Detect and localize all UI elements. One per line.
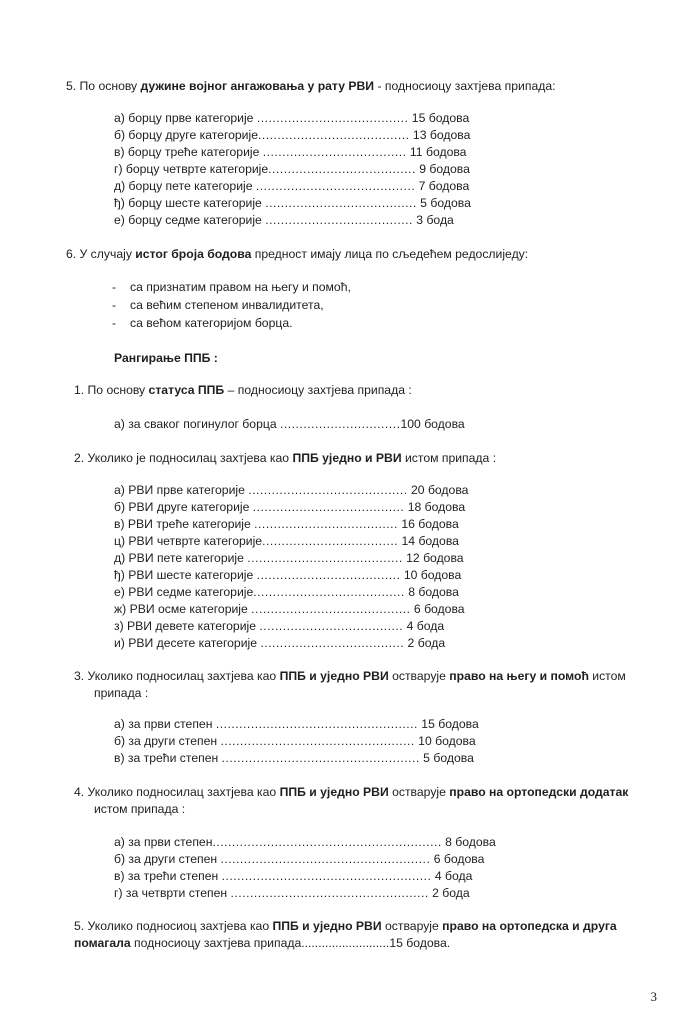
item-label: ђ) борцу шесте категорије <box>114 196 266 210</box>
dot-leader: .......................... <box>301 936 390 950</box>
ranking-4-heading <box>74 786 628 798</box>
heading-continuation: истом припада : <box>94 802 186 816</box>
list-item <box>114 620 444 632</box>
dot-leader: ...................................... <box>265 213 413 227</box>
dot-leader: ........................................ <box>247 551 403 565</box>
item-label: ц) РВИ четврте категорије <box>114 534 263 548</box>
bullet-item: - са већом категоријом борца. <box>112 316 293 330</box>
heading-bold-text: ППБ и уједно РВИ <box>279 785 389 799</box>
item-label: з) РВИ девете категорије <box>114 619 260 633</box>
dot-leader: ..................................... <box>259 619 404 633</box>
item-label: е) РВИ седме категорије <box>114 585 254 599</box>
heading-text: остварује <box>381 919 443 933</box>
heading-bold-text: право на његу и помоћ <box>449 669 589 683</box>
list-item <box>114 870 472 882</box>
item-points: 20 бодова <box>407 483 469 497</box>
list-item <box>114 586 459 598</box>
heading-text: 5. По основу <box>66 79 141 93</box>
item-points: 11 бодова <box>406 145 467 159</box>
heading-bold-text: право на ортопедска и друга <box>442 919 617 933</box>
ranking-title: Рангирање ППБ : <box>114 351 218 365</box>
dot-leader: ................................................... <box>230 886 429 900</box>
item-label: б) за други степен <box>114 852 221 866</box>
ranking-5-heading <box>74 920 617 932</box>
dot-leader: ....................................... <box>257 128 410 142</box>
heading-text: 1. По основу <box>74 383 149 397</box>
item-points: 16 бодова <box>397 517 459 531</box>
item-points: 8 бодова <box>441 835 496 849</box>
item-points: 8 бодова <box>404 585 459 599</box>
dot-leader: ......................................... <box>248 483 408 497</box>
heading-continuation: припада : <box>94 686 149 700</box>
heading-text: предност имају лица по сљедећем редослиједу: <box>251 247 529 261</box>
item-points: 4 бода <box>403 619 445 633</box>
heading-text: 6. У случају <box>66 247 136 261</box>
heading-bold-text: ППБ и уједно РВИ <box>279 669 389 683</box>
item-label: в) за трећи степен <box>114 869 222 883</box>
heading-bold-text: ППБ и уједно РВИ <box>272 919 382 933</box>
list-item <box>114 718 479 730</box>
list-item <box>114 163 470 175</box>
item-label: ж) РВИ осме категорије <box>114 602 252 616</box>
heading-text: остварује <box>388 669 450 683</box>
item-points: 10 бодова <box>414 734 476 748</box>
heading-bold-text: ППБ уједно и РВИ <box>292 451 402 465</box>
list-item <box>114 603 465 615</box>
item-points: 12 бодова <box>402 551 464 565</box>
item-points: 6 бодова <box>410 602 465 616</box>
ranking-2-heading <box>74 452 496 464</box>
section-5-heading <box>66 80 556 92</box>
bullet-item: - са признатим правом на његу и помоћ, <box>112 280 351 294</box>
list-item <box>114 887 470 899</box>
item-label: а) борцу прве категорије <box>114 111 257 125</box>
bullet-item: - са већим степеном инвалидитета, <box>112 298 324 312</box>
item-points: 2 бода <box>404 636 446 650</box>
item-points: 14 бодова <box>398 534 459 548</box>
list-item <box>114 418 465 430</box>
dot-leader: ..................................... <box>254 517 398 531</box>
item-points: 15 бодова <box>408 111 470 125</box>
item-points: 15 бодова. <box>389 936 451 950</box>
heading-text: истом <box>588 669 626 683</box>
item-points: 5 бодова <box>416 196 471 210</box>
list-item <box>114 752 474 764</box>
dot-leader: ....................................... <box>253 585 405 599</box>
dot-leader: ...................................... <box>268 162 416 176</box>
list-item <box>114 501 465 513</box>
item-points: 4 бода <box>431 869 473 883</box>
bullet-text: са већом категоријом борца. <box>130 316 293 330</box>
ranking-3-heading <box>74 670 626 682</box>
heading-text: подносиоцу захтјева припада <box>130 936 302 950</box>
item-label: в) за трећи степен <box>114 751 222 765</box>
dot-leader: ............................... <box>280 417 401 431</box>
dot-leader: ......................................... <box>251 602 411 616</box>
heading-text: 2. Уколико је подносилац захтјева као <box>74 451 293 465</box>
list-item <box>114 112 469 124</box>
heading-text: 3. Уколико подносилац захтјева као <box>74 669 280 683</box>
list-item <box>114 569 461 581</box>
heading-bold-text: истог броја бодова <box>135 247 252 261</box>
dot-leader: ....................................... <box>256 111 409 125</box>
page-number: 3 <box>650 989 657 1004</box>
heading-bold-text: статуса ППБ <box>148 383 225 397</box>
dot-leader: ..................................... <box>260 636 405 650</box>
heading-bold-text: дужине војног ангажовања у рату РВИ <box>140 79 375 93</box>
list-item <box>114 535 459 547</box>
item-label: а) РВИ прве категорије <box>114 483 249 497</box>
list-item <box>114 836 496 848</box>
item-label: б) борцу друге категорије <box>114 128 258 142</box>
list-item <box>114 180 469 192</box>
dot-leader: ................................................... <box>221 751 420 765</box>
heading-text: истом припада : <box>401 451 497 465</box>
item-label: а) за сваког погинулог борца <box>114 417 280 431</box>
item-points: 6 бодова <box>430 852 485 866</box>
bullet-text: са признатим правом на његу и помоћ, <box>130 280 351 294</box>
heading-text: 5. Уколико подносиоц захтјева као <box>74 919 273 933</box>
dot-leader: ....................................... <box>252 500 405 514</box>
list-item <box>114 518 459 530</box>
list-item <box>114 552 464 564</box>
ranking-1-heading <box>74 384 412 396</box>
item-points: 5 бодова <box>419 751 474 765</box>
item-label: г) борцу четврте категорије <box>114 162 269 176</box>
item-points: 3 бода <box>412 213 454 227</box>
dot-leader: .................................................. <box>220 734 415 748</box>
item-label: а) за први степен <box>114 835 213 849</box>
heading-continuation <box>74 937 450 949</box>
dot-leader: ..................................... <box>262 145 407 159</box>
item-label: д) борцу пете категорије <box>114 179 256 193</box>
item-label: д) РВИ пете категорије <box>114 551 248 565</box>
item-label: е) борцу седме категорије <box>114 213 266 227</box>
item-label: и) РВИ десете категорије <box>114 636 261 650</box>
item-points: 2 бода <box>428 886 470 900</box>
item-label: в) РВИ треће категорије <box>114 517 255 531</box>
item-points: 18 бодова <box>404 500 466 514</box>
item-label: г) за четврти степен <box>114 886 231 900</box>
dot-leader: ......................................... <box>255 179 416 193</box>
list-item <box>114 214 454 226</box>
item-points: 10 бодова <box>400 568 462 582</box>
item-points: 7 бодова <box>415 179 470 193</box>
item-label: б) за други степен <box>114 734 221 748</box>
list-item <box>114 484 468 496</box>
heading-text: - подносиоцу захтјева припада: <box>374 79 556 93</box>
item-label: ђ) РВИ шесте категорије <box>114 568 257 582</box>
list-item <box>114 735 476 747</box>
item-points: 9 бодова <box>415 162 470 176</box>
dot-leader: ...................................................... <box>220 852 431 866</box>
list-item <box>114 637 445 649</box>
dot-leader: ...................................................... <box>221 869 432 883</box>
list-item <box>114 197 471 209</box>
heading-bold-text: помагала <box>74 936 131 950</box>
heading-text: 4. Уколико подносилац захтјева као <box>74 785 280 799</box>
dot-leader: ..................................... <box>256 568 401 582</box>
item-label: б) РВИ друге категорије <box>114 500 253 514</box>
list-item <box>114 853 484 865</box>
list-item <box>114 129 470 141</box>
dot-leader: ........................................................... <box>212 835 442 849</box>
bullet-text: са већим степеном инвалидитета, <box>130 298 324 312</box>
dot-leader: ................................... <box>262 534 399 548</box>
item-points: 13 бодова <box>409 128 471 142</box>
item-points: 15 бодова <box>417 717 479 731</box>
dot-leader: ....................................... <box>265 196 417 210</box>
item-points: 100 бодова <box>400 417 465 431</box>
item-label: в) борцу треће категорије <box>114 145 263 159</box>
list-item <box>114 146 466 158</box>
dot-leader: .................................................... <box>215 717 418 731</box>
heading-bold-text: право на ортопедски додатак <box>449 785 629 799</box>
heading-text: – подносиоцу захтјева припада : <box>224 383 412 397</box>
section-6-heading <box>66 248 528 260</box>
item-label: а) за први степен <box>114 717 216 731</box>
heading-text: остварује <box>388 785 450 799</box>
